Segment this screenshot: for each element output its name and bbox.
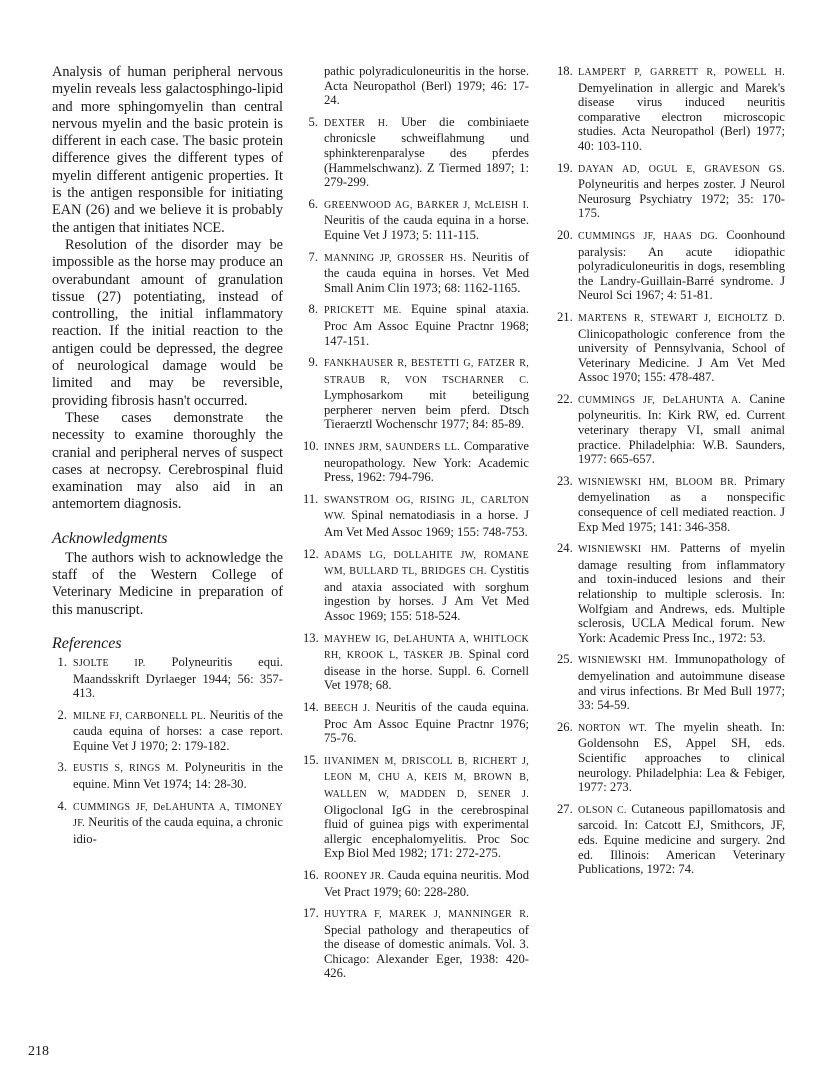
left-column [52, 64, 283, 853]
reference-continuation: pathic polyradiculoneuritis in the horse. Acta Neuropathol (Berl) 1979; 46: 17-24. [324, 64, 529, 108]
reference-item: 27. OLSON C. Cutaneous papillomatosis and sarcoid. In: Catcott EJ, Smithcors, JF, eds. Equine medicine and surgery. 2nd ed. Illinois: American Veterinary Publications, 1972: 74. [557, 801, 786, 877]
reference-item: 20. CUMMINGS JF, HAAS DG. Coonhound paralysis: An acute idiopathic polyradiculoneuritis in dogs, resembling the Landry-Guillain-Barré syndrome. J Neurol Sci 1967; 4: 51-81. [557, 227, 785, 303]
reference-item: 22. CUMMINGS JF, DeLAHUNTA A. Canine polyneuritis. In: Kirk RW, ed. Current veterinary therapy VI, small animal practice. Philadelphia: W.B. Saunders, 1977: 665-657. [557, 391, 785, 467]
reference-item: 24. WISNIEWSKI HM. Patterns of myelin damage resulting from inflammatory and toxin-induced lesions and their relationship to multiple sclerosis. In: Wolfgiam and Andrews, eds. Multiple sclerosis, UCLA Medical forum. New York: Academic Press Inc., 1972: 53. [557, 541, 785, 645]
reference-item: 26. NORTON WT. The myelin sheath. In: Goldensohn ES, Appel SH, eds. Scientific approaches to clinical neurology. Philadelphia: Lea & Febiger, 1977: 273. [557, 719, 785, 795]
acknowledgments-heading: Acknowledgments [52, 529, 168, 547]
reference-item: 5. DEXTER H. Uber die combiniaete chronicsle schweiflahmung und sphinkterenparalyse des pferdes (Hammelschwanz). Z Tiermed 1897; 1: 279-299. [308, 114, 529, 190]
reference-item: 18. LAMPERT P, GARRETT R, POWELL H. Demyelination in allergic and Marek's disease virus induced neuritis comparative electron microscopic studies. Acta Neuropathol (Berl) 1977; 40: 103-110. [557, 64, 785, 153]
reference-list [557, 64, 785, 877]
reference-item: 9. FANKHAUSER R, BESTETTI G, FATZER R, STRAUB R, VON TSCHARNER C. Lymphosarkom mit beteiligung perpherer nerven beim pferd. Dtsch Tieraerztl Wochenschr 1977; 84: 85-89. [308, 355, 529, 432]
reference-item: 2. MILNE FJ, CARBONELL PL. Neuritis of the cauda equina of horses: a case report. Equine Vet J 1970; 2: 179-182. [57, 707, 283, 753]
reference-item: 8. PRICKETT ME. Equine spinal ataxia. Proc Am Assoc Equine Practnr 1968; 147-151. [308, 302, 529, 348]
reference-item: 4. CUMMINGS JF, DeLAHUNTA A, TIMONEY JF. Neuritis of the cauda equina, a chronic idio- [57, 798, 283, 846]
references-heading: References [52, 634, 122, 652]
reference-list [52, 655, 283, 847]
right-column [557, 64, 785, 884]
body-paragraph: Analysis of human peripheral nervous myelin reveals less galactosphingo-lipid and more sphingomyelin than central nervous myelin and the basic protein is different in each case. The basic protein difference gives the different types of myelin different antigenic properties. It is the antigen responsible for initiating EAN (26) and we believe it is probably the antigen that initiates NCE. [52, 64, 283, 236]
reference-item: 15. IIVANIMEN M, DRISCOLL B, RICHERT J, LEON M, CHU A, KEIS M, BROWN B, WALLEN W, MADDEN D, SENER J. Oligoclonal IgG in the cerebrospinal fluid of guinea pigs with experimental allergic encephalomyelitis. Proc Soc Exp Biol Med 1982; 171: 272-275. [303, 752, 529, 861]
reference-item: 1. SJOLTE IP. Polyneuritis equi. Maandsskrift Dyrlaeger 1944; 56: 357-413. [57, 654, 283, 701]
reference-item: 16. ROONEY JR. Cauda equina neuritis. Mod Vet Pract 1979; 60: 228-280. [303, 867, 530, 899]
reference-item: 6. GREENWOOD AG, BARKER J, McLEISH I. Neuritis of the cauda equina in a horse. Equine Vet J 1973; 5: 111-115. [308, 196, 529, 242]
reference-item: 7. MANNING JP, GROSSER HS. Neuritis of the cauda equina in horses. Vet Med Small Anim Clin 1973; 68: 1162-1165. [308, 249, 529, 295]
reference-item: 19. DAYAN AD, OGUL E, GRAVESON GS. Polyneuritis and herpes zoster. J Neurol Neurosurg Psychiatry 1972; 35: 170-175. [557, 160, 785, 221]
reference-item: 11. SWANSTROM OG, RISING JL, CARLTON WW. Spinal nematodiasis in a horse. J Am Vet Med Assoc 1969; 155: 748-753. [303, 491, 529, 540]
reference-item: 13. MAYHEW IG, DeLAHUNTA A, WHITLOCK RH, KROOK L, TASKER JB. Spinal cord disease in the horse. Suppl. 6. Cornell Vet 1978; 68. [303, 630, 529, 693]
middle-column [303, 64, 529, 988]
body-paragraph: Resolution of the disorder may be impossible as the horse may produce an overabundant amount of granulation tissue (27) potentiating, instead of controlling, the initial inflammatory reaction. If the initial reaction to the antigen could be depressed, the degree of neurological damage would be limited and may be reversible, providing fibrosis hasn't occurred. [52, 236, 283, 409]
reference-item: 14. BEECH J. Neuritis of the cauda equina. Proc Am Assoc Equine Practnr 1976; 75-76. [303, 699, 530, 746]
reference-item: 23. WISNIEWSKI HM, BLOOM BR. Primary demyelination as a nonspecific consequence of cell mediated reaction. J Exp Med 1975; 141: 346-358. [557, 473, 785, 534]
reference-item: 25. WISNIEWSKI HM. Immunopathology of demyelination and autoimmune disease and virus infections. Br Med Bull 1977; 33: 54-59. [557, 652, 785, 713]
reference-item: 12. ADAMS LG, DOLLAHITE JW, ROMANE WM, BULLARD TL, BRIDGES CH. Cystitis and ataxia associated with sorghum ingestion by horses. J Am Vet Med Assoc 1969; 155: 518-524. [303, 546, 529, 623]
reference-item: 10. INNES JRM, SAUNDERS LL. Comparative neuropathology. New York: Academic Press, 1962: 794-796. [303, 439, 529, 485]
reference-item: 21. MARTENS R, STEWART J, EICHOLTZ D. Clinicopathologic conference from the university of Pennsylvania, School of Veterinary Medicine. J Am Vet Med Assoc 1970; 155: 478-487. [557, 309, 785, 385]
reference-item: 3. EUSTIS S, RINGS M. Polyneuritis in the equine. Minn Vet 1974; 14: 28-30. [57, 760, 283, 792]
acknowledgments-text: The authors wish to acknowledge the staff of the Western College of Veterinary Medicine in preparation of this manuscript. [52, 549, 283, 618]
body-paragraph: These cases demonstrate the necessity to examine thoroughly the cranial and peripheral nerves of suspect cases at necropsy. Cerebrospinal fluid examination may also aid in an antemortem diagnosis. [52, 409, 283, 513]
reference-list [303, 115, 529, 981]
page-number: 218 [28, 1044, 49, 1059]
reference-item: 17. HUYTRA F, MAREK J, MANNINGER R. Special pathology and therapeutics of the disease of domestic animals. Vol. 3. Chicago: Alexander Eger, 1938: 420-426. [303, 906, 529, 981]
